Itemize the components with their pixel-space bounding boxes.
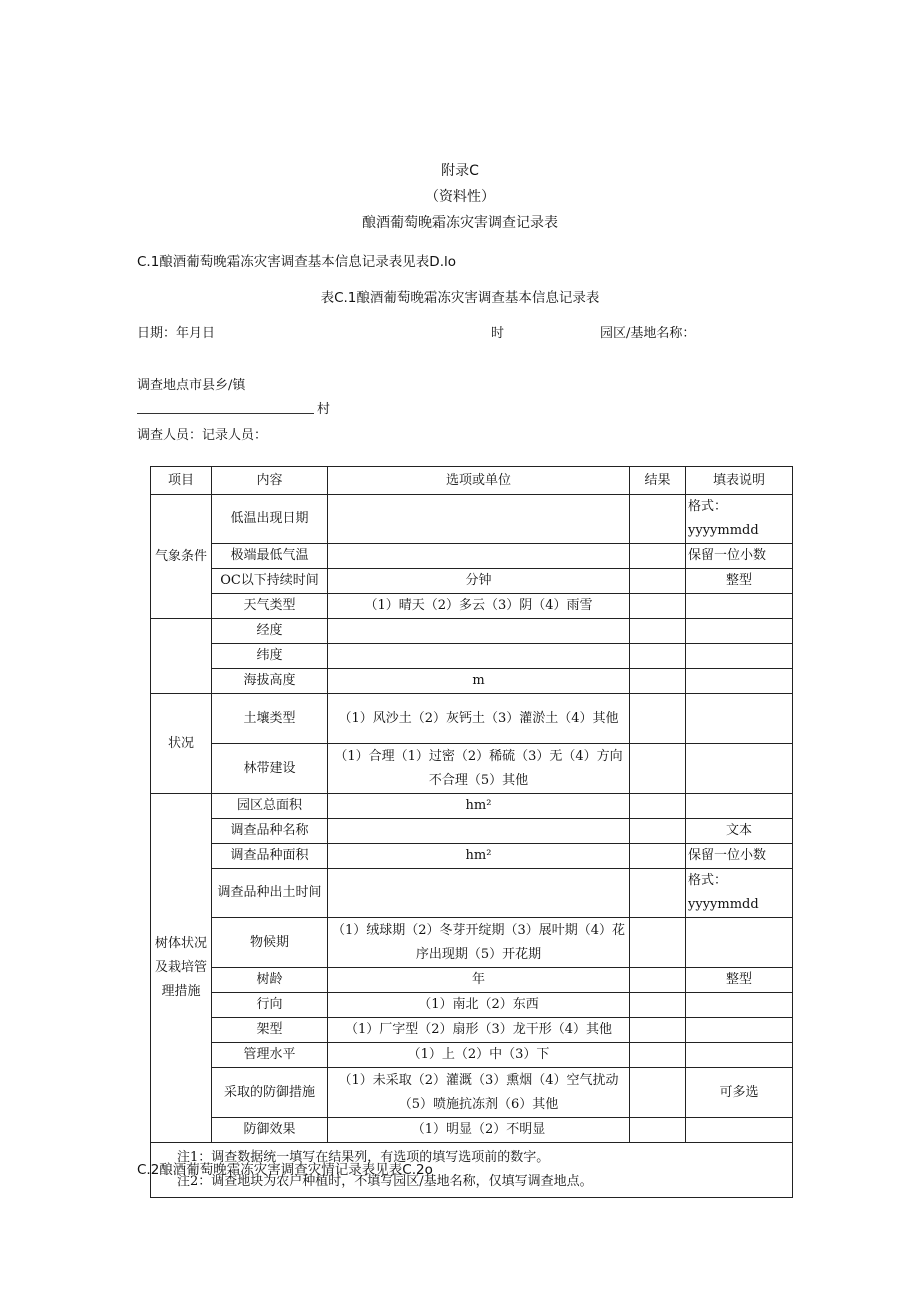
- group-tree: 树体状况及栽培管理措施: [151, 794, 212, 1143]
- note-2: 注2：调查地块为农户种植时，不填写园区/基地名称，仅填写调查地点。: [177, 1174, 593, 1189]
- row-result[interactable]: [630, 669, 686, 694]
- section-1-heading: C.1酿酒葡萄晚霜冻灾害调查基本信息记录表见表D.lo: [137, 254, 457, 270]
- table-row: [151, 669, 793, 694]
- header-item: 项目: [151, 467, 212, 495]
- row-content: 低温出现日期: [212, 495, 328, 544]
- row-content: 管理水平: [212, 1043, 328, 1068]
- row-result[interactable]: [630, 993, 686, 1018]
- row-option: [328, 619, 630, 644]
- group-status: 状况: [151, 694, 212, 794]
- park-name-label: 园区/基地名称：: [600, 326, 696, 341]
- row-option: [328, 644, 630, 669]
- row-option: m: [328, 669, 630, 694]
- row-content: 架型: [212, 1018, 328, 1043]
- row-option: （1）绒球期（2）冬芽开绽期（3）展叶期（4）花序出现期（5）开花期: [328, 918, 630, 968]
- row-result[interactable]: [630, 495, 686, 544]
- row-note: [686, 1043, 793, 1068]
- header-note: 填表说明: [686, 467, 793, 495]
- row-option: [328, 544, 630, 569]
- row-note: [686, 619, 793, 644]
- row-note: 保留一位小数: [686, 544, 793, 569]
- header-content: 内容: [212, 467, 328, 495]
- appendix-title: 附录C: [441, 163, 479, 179]
- header-option: 选项或单位: [328, 467, 630, 495]
- table-row: [151, 1068, 793, 1118]
- row-content: 园区总面积: [212, 794, 328, 819]
- table-row: [151, 844, 793, 869]
- row-option: （1）未采取（2）灌溉（3）熏烟（4）空气扰动（5）喷施抗冻剂（6）其他: [328, 1068, 630, 1118]
- row-note: [686, 1118, 793, 1143]
- row-result[interactable]: [630, 844, 686, 869]
- row-option: [328, 495, 630, 544]
- row-option: （1）南北（2）东西: [328, 993, 630, 1018]
- row-result[interactable]: [630, 619, 686, 644]
- table-caption: 表C.1酿酒葡萄晚霜冻灾害调查基本信息记录表: [320, 290, 600, 306]
- village-label: 村: [317, 402, 331, 417]
- row-option: [328, 819, 630, 844]
- row-note: [686, 594, 793, 619]
- row-option: （1）风沙土（2）灰钙土（3）灌淤土（4）其他: [328, 694, 630, 744]
- row-content: 天气类型: [212, 594, 328, 619]
- row-result[interactable]: [630, 918, 686, 968]
- row-option: hm²: [328, 794, 630, 819]
- row-note: 保留一位小数: [686, 844, 793, 869]
- row-content: 纬度: [212, 644, 328, 669]
- date-label: 日期：年月日: [137, 326, 216, 341]
- table-row: [151, 794, 793, 819]
- table-row: [151, 1018, 793, 1043]
- row-content: 防御效果: [212, 1118, 328, 1143]
- row-note: 格式：yyyymmdd: [686, 495, 793, 544]
- table-row: [151, 1118, 793, 1143]
- group-location: [151, 619, 212, 694]
- table-row: [151, 869, 793, 918]
- row-note: 整型: [686, 968, 793, 993]
- row-result[interactable]: [630, 569, 686, 594]
- row-note: [686, 1018, 793, 1043]
- row-option: （1）晴天（2）多云（3）阴（4）雨雪: [328, 594, 630, 619]
- village-blank-line: [137, 413, 314, 414]
- row-result[interactable]: [630, 869, 686, 918]
- row-content: OC以下持续时间: [212, 569, 328, 594]
- row-note: [686, 694, 793, 744]
- row-note: 文本: [686, 819, 793, 844]
- row-option: 分钟: [328, 569, 630, 594]
- location-label: 调查地点市县乡/镇: [137, 378, 246, 393]
- group-weather: 气象条件: [151, 495, 212, 619]
- hour-label: 时: [491, 326, 505, 341]
- header-result: 结果: [630, 467, 686, 495]
- table-row: [151, 619, 793, 644]
- row-result[interactable]: [630, 1043, 686, 1068]
- row-note: [686, 744, 793, 794]
- row-content: 采取的防御措施: [212, 1068, 328, 1118]
- note-1: 注1：调查数据统一填写在结果列，有选项的填写选项前的数字。: [177, 1150, 550, 1165]
- row-result[interactable]: [630, 819, 686, 844]
- row-note: 整型: [686, 569, 793, 594]
- row-option: hm²: [328, 844, 630, 869]
- row-content: 树龄: [212, 968, 328, 993]
- row-content: 调查品种出土时间: [212, 869, 328, 918]
- appendix-nature: （资料性）: [425, 189, 495, 205]
- row-content: 调查品种面积: [212, 844, 328, 869]
- table-header-row: [151, 467, 793, 495]
- table-row: [151, 569, 793, 594]
- row-option: （1）上（2）中（3）下: [328, 1043, 630, 1068]
- record-table: [150, 466, 793, 1198]
- table-row: [151, 495, 793, 544]
- table-row: [151, 993, 793, 1018]
- row-content: 极端最低气温: [212, 544, 328, 569]
- row-content: 海拔高度: [212, 669, 328, 694]
- row-content: 经度: [212, 619, 328, 644]
- row-result[interactable]: [630, 1068, 686, 1118]
- row-note: [686, 644, 793, 669]
- row-result[interactable]: [630, 694, 686, 744]
- row-result[interactable]: [630, 744, 686, 794]
- table-row: [151, 819, 793, 844]
- row-note: [686, 993, 793, 1018]
- table-row: [151, 544, 793, 569]
- table-row: [151, 1043, 793, 1068]
- row-option: （1）明显（2）不明显: [328, 1118, 630, 1143]
- row-result[interactable]: [630, 968, 686, 993]
- row-note: [686, 918, 793, 968]
- row-option: 年: [328, 968, 630, 993]
- table-row: [151, 918, 793, 968]
- row-option: （1）合理（1）过密（2）稀硫（3）无（4）方向不合理（5）其他: [328, 744, 630, 794]
- table-row: [151, 744, 793, 794]
- people-label: 调查人员：记录人员：: [137, 428, 268, 443]
- table-row: [151, 594, 793, 619]
- section-2-heading: C.2酿酒葡萄晚霜冻灾害调查灾情记录表见表C.2o: [137, 1162, 433, 1178]
- row-result[interactable]: [630, 1018, 686, 1043]
- row-content: 林带建设: [212, 744, 328, 794]
- row-result[interactable]: [630, 1118, 686, 1143]
- row-result[interactable]: [630, 644, 686, 669]
- row-note: 可多选: [686, 1068, 793, 1118]
- table-row: [151, 694, 793, 744]
- row-option: （1）厂字型（2）扇形（3）龙干形（4）其他: [328, 1018, 630, 1043]
- row-note: [686, 669, 793, 694]
- row-content: 行向: [212, 993, 328, 1018]
- row-option: [328, 869, 630, 918]
- row-content: 土壤类型: [212, 694, 328, 744]
- row-result[interactable]: [630, 794, 686, 819]
- row-result[interactable]: [630, 594, 686, 619]
- row-note: [686, 794, 793, 819]
- table-row: [151, 968, 793, 993]
- row-content: 调查品种名称: [212, 819, 328, 844]
- appendix-subtitle: 酿酒葡萄晚霜冻灾害调查记录表: [362, 215, 558, 231]
- table-row: [151, 644, 793, 669]
- row-content: 物候期: [212, 918, 328, 968]
- row-result[interactable]: [630, 544, 686, 569]
- row-note: 格式：yyyymmdd: [686, 869, 793, 918]
